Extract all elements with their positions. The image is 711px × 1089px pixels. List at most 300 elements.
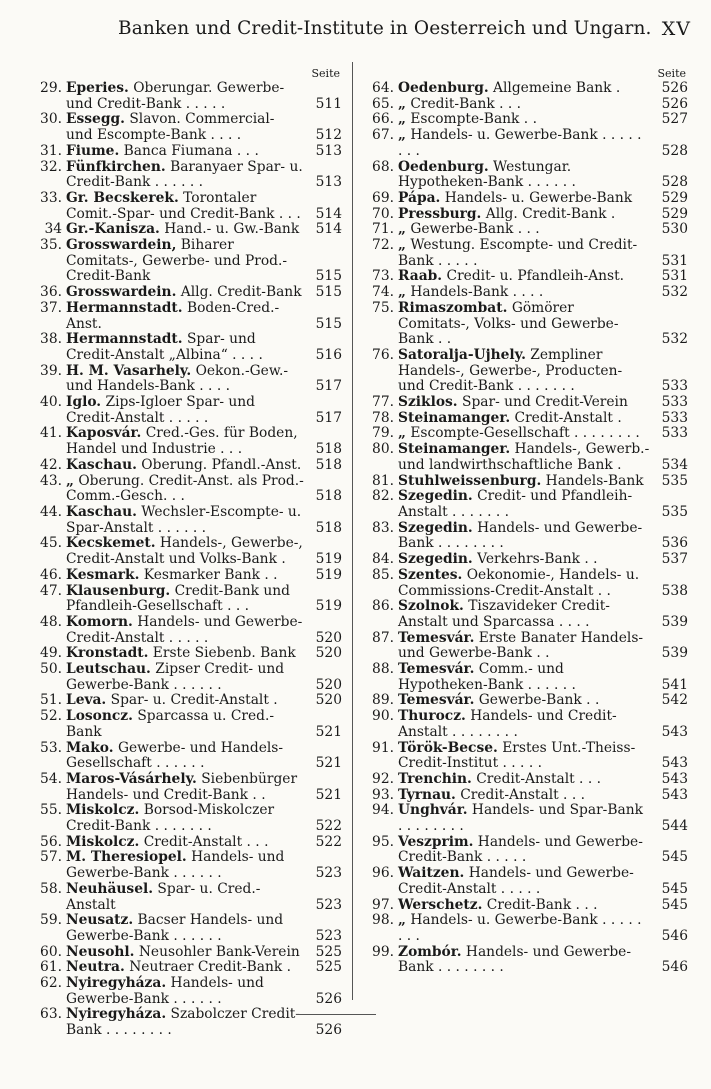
entry-description: Credit-Anstalt . . .	[143, 833, 269, 850]
index-entry	[364, 442, 688, 473]
entry-page: 533	[661, 378, 688, 395]
entry-city: Török-Becse.	[398, 739, 498, 756]
entry-city: Komorn.	[66, 613, 133, 630]
entry-text	[66, 332, 304, 363]
entry-city: Tyrnau.	[398, 786, 456, 803]
entry-number: 56.	[40, 833, 62, 850]
index-entry	[32, 693, 342, 709]
entry-text	[66, 945, 304, 961]
entry-city: Kaschau.	[66, 503, 137, 520]
entry-description: Spar- und Credit-Verein	[462, 394, 628, 411]
entry-page: 535	[661, 503, 688, 520]
index-entry	[32, 741, 342, 772]
index-entry	[364, 803, 688, 834]
entry-city: Kecskemet.	[66, 535, 156, 552]
entry-city: Gr. Becskerek.	[66, 189, 179, 206]
entry-page: 514	[315, 221, 342, 238]
entry-description: Credit- und Pfandleih-Anstalt . . . . . . .	[398, 488, 633, 520]
index-entry	[32, 882, 342, 913]
entry-description: Comm.- und Hypotheken-Bank . . . . . .	[398, 661, 576, 693]
entry-text	[66, 81, 304, 112]
index-entry	[364, 709, 688, 740]
entry-number: 81.	[372, 472, 394, 489]
index-entry	[364, 207, 688, 223]
entry-description: Boden-Cred.-Anst.	[66, 299, 280, 332]
entry-city: Mako.	[66, 739, 114, 756]
entry-text	[398, 301, 650, 348]
entry-description: Siebenbürger Handels- und Credit-Bank . .	[66, 770, 298, 803]
index-entry	[32, 646, 342, 662]
entry-number: 41.	[40, 425, 62, 442]
entry-description: Gewerbe- und Handels-Gesellschaft . . . . . .	[66, 739, 284, 772]
entry-text	[66, 693, 304, 709]
entry-number: 76.	[372, 346, 394, 363]
entry-page: 523	[315, 865, 342, 882]
entry-text	[66, 1007, 304, 1038]
entry-city: Szolnok.	[398, 598, 464, 615]
entry-number: 52.	[40, 708, 62, 725]
entry-description: Credit-Anstalt .	[514, 409, 622, 426]
entry-city: Essegg.	[66, 111, 125, 128]
index-entry	[364, 269, 688, 285]
entry-number: 88.	[372, 661, 394, 678]
entry-page: 511	[315, 95, 342, 112]
entry-city: „	[398, 284, 406, 301]
entry-page: 514	[315, 205, 342, 222]
entry-page: 529	[661, 205, 688, 222]
entry-description: Szabolczer Credit-Bank . . . . . . . .	[66, 1006, 300, 1039]
entry-number: 49.	[40, 645, 62, 662]
entry-text	[398, 128, 650, 159]
index-entry	[364, 552, 688, 568]
entry-description: Cred.-Ges. für Boden, Handel und Industrie . . .	[66, 425, 298, 458]
entry-description: Credit-Bank und Pfandleih-Gesellschaft . . .	[66, 582, 290, 615]
entry-city: Kaschau.	[66, 456, 137, 473]
entry-text	[398, 285, 650, 301]
entry-page: 536	[661, 535, 688, 552]
index-entry	[364, 898, 688, 914]
entry-number: 46.	[40, 566, 62, 583]
column-divider	[352, 62, 353, 1000]
index-entry	[364, 348, 688, 395]
index-entry	[32, 395, 342, 426]
entry-description: Westung. Escompte- und Credit-Bank . . . . .	[398, 237, 638, 269]
entry-text	[398, 411, 650, 427]
entry-number: 42.	[40, 456, 62, 473]
entry-text	[66, 395, 304, 426]
entry-text	[66, 285, 304, 301]
entry-text	[66, 568, 304, 584]
entry-page: 521	[315, 786, 342, 803]
entry-number: 50.	[40, 661, 62, 678]
entry-city: Veszprim.	[398, 833, 474, 850]
entry-city: Miskolcz.	[66, 833, 140, 850]
entry-city: Steinamanger.	[398, 409, 511, 426]
entry-description: Bacser Handels- und Gewerbe-Bank . . . . . .	[66, 912, 284, 944]
index-entry	[364, 222, 688, 238]
entry-description: Hand.- u. Gw.-Bank	[164, 221, 300, 238]
entry-page: 518	[315, 456, 342, 473]
entry-city: Oedenburg.	[398, 158, 489, 175]
entry-number: 63.	[40, 1006, 62, 1023]
entry-description: Spar- u. Cred.-Anstalt	[66, 880, 261, 913]
entry-text	[398, 474, 650, 490]
entry-text	[66, 160, 304, 191]
entry-page: 518	[315, 441, 342, 458]
entry-number: 36.	[40, 284, 62, 301]
entry-text	[398, 191, 650, 207]
entry-city: Stuhlweissenburg.	[398, 472, 542, 489]
entry-text	[66, 772, 304, 803]
entry-number: 30.	[40, 111, 62, 128]
entry-number: 94.	[372, 802, 394, 819]
entry-text	[398, 709, 650, 740]
entry-number: 87.	[372, 629, 394, 646]
entry-city: Neutra.	[66, 959, 125, 976]
entry-city: Nyiregyháza.	[66, 975, 167, 992]
entry-page: 531	[661, 252, 688, 269]
index-entry	[364, 693, 688, 709]
page-title: Banken und Credit-Institute in Oesterreich und Ungarn.	[118, 18, 652, 39]
entry-number: 99.	[372, 943, 394, 960]
entry-page: 517	[315, 409, 342, 426]
entry-text	[66, 536, 304, 567]
index-entry	[364, 411, 688, 427]
entry-page: 533	[661, 394, 688, 411]
entry-description: Handels-Bank . . . .	[410, 284, 544, 301]
entry-city: „	[398, 237, 406, 254]
entry-page: 521	[315, 723, 342, 740]
entry-page: 538	[661, 582, 688, 599]
entry-city: Satoralja-Ujhely.	[398, 346, 526, 363]
entry-description: Handels- u. Gewerbe-Bank . . . . . . . .	[398, 127, 642, 159]
entry-number: 55.	[40, 802, 62, 819]
entry-text	[66, 222, 304, 238]
index-entry	[32, 709, 342, 740]
entry-number: 83.	[372, 519, 394, 536]
entry-description: Spar- u. Credit-Anstalt .	[110, 692, 278, 709]
entry-city: M. Theresiopel.	[66, 849, 187, 866]
entry-number: 96.	[372, 865, 394, 882]
entry-text	[398, 898, 650, 914]
entry-page: 543	[661, 786, 688, 803]
entry-number: 48.	[40, 613, 62, 630]
entry-description: Escompte-Gesellschaft . . . . . . . .	[410, 425, 640, 442]
entry-number: 51.	[40, 692, 62, 709]
entry-page: 530	[661, 221, 688, 238]
entry-city: Leva.	[66, 692, 107, 709]
entry-description: Kesmarker Bank . .	[143, 566, 278, 583]
index-entry	[364, 426, 688, 442]
entry-page: 545	[661, 896, 688, 913]
entry-text	[66, 238, 304, 285]
entry-text	[66, 882, 304, 913]
entry-text	[398, 662, 650, 693]
index-entry	[364, 489, 688, 520]
entry-page: 520	[315, 645, 342, 662]
index-entry	[32, 332, 342, 363]
entry-description: Handels-, Gewerb.- und landwirthschaftliche Bank .	[398, 441, 650, 473]
entry-description: Oekonomie-, Handels- u. Commissions-Credit-Anstalt . .	[398, 566, 640, 599]
entry-description: Handels-, Gewerbe-, Credit-Anstalt und Volks-Bank .	[66, 535, 303, 568]
index-entry	[32, 803, 342, 834]
entry-number: 68.	[372, 158, 394, 175]
entry-number: 62.	[40, 975, 62, 992]
index-entry	[32, 584, 342, 615]
index-entry	[364, 835, 688, 866]
entry-description: Gömörer Comitats-, Volks- und Gewerbe-Bank . .	[398, 299, 619, 348]
entry-page: 543	[661, 723, 688, 740]
entry-text	[398, 238, 650, 269]
entry-number: 57.	[40, 849, 62, 866]
entry-city: Steinamanger.	[398, 441, 511, 458]
index-entry	[364, 81, 688, 97]
entry-page: 526	[315, 990, 342, 1007]
index-entry	[32, 222, 342, 238]
entry-number: 61.	[40, 959, 62, 976]
index-entry	[32, 238, 342, 285]
entry-city: Unghvár.	[398, 802, 468, 819]
entry-number: 29.	[40, 80, 62, 96]
entry-number: 75.	[372, 299, 394, 316]
entry-description: Oberung. Pfandl.-Anst.	[141, 456, 302, 473]
entry-city: Eperies.	[66, 80, 129, 96]
entry-description: Handels- und Gewerbe-Credit-Bank . . . . .	[398, 833, 643, 866]
entry-description: Handels- und Gewerbe-Credit-Anstalt . . . . .	[398, 865, 634, 897]
entry-number: 35.	[40, 237, 62, 254]
entry-page: 526	[315, 1022, 342, 1039]
entry-number: 70.	[372, 205, 394, 222]
index-entry	[364, 474, 688, 490]
entry-number: 98.	[372, 912, 394, 929]
entry-page: 512	[315, 127, 342, 144]
entry-description: Handels- und Spar-Bank . . . . . . . .	[398, 802, 643, 835]
entry-number: 53.	[40, 739, 62, 756]
index-entry	[364, 599, 688, 630]
index-entry	[364, 128, 688, 159]
entry-city: Raab.	[398, 268, 443, 285]
index-entry	[32, 364, 342, 395]
entry-page: 515	[315, 284, 342, 301]
entry-description: Handels- und Gewerbe-Bank . . . . . . . .	[398, 519, 643, 552]
entry-number: 92.	[372, 770, 394, 787]
index-entry	[364, 395, 688, 411]
entry-page: 522	[315, 833, 342, 850]
entry-number: 31.	[40, 142, 62, 159]
entry-city: Hermannstadt.	[66, 299, 183, 316]
entry-text	[398, 395, 650, 411]
index-entry	[364, 741, 688, 772]
index-entry	[32, 112, 342, 143]
entry-page: 519	[315, 566, 342, 583]
index-entry	[32, 144, 342, 160]
entry-page: 546	[661, 927, 688, 944]
index-entry	[32, 458, 342, 474]
entry-description: Escompte-Bank . .	[410, 111, 537, 128]
entry-description: Allgemeine Bank .	[493, 80, 621, 96]
entry-page: 543	[661, 770, 688, 787]
index-entry	[32, 1007, 342, 1038]
entry-description: Handels-Bank	[545, 472, 644, 489]
entry-text	[398, 112, 650, 128]
entry-page: 539	[661, 645, 688, 662]
entry-description: Handels- und Gewerbe-Bank . . . . . .	[66, 975, 264, 1007]
entry-number: 33.	[40, 189, 62, 206]
entry-city: Szegedin.	[398, 519, 473, 536]
entry-city: Nyiregyháza.	[66, 1006, 167, 1023]
entry-city: Fiume.	[66, 142, 120, 159]
index-entry	[32, 191, 342, 222]
entry-page: 531	[661, 268, 688, 285]
entry-city: Szegedin.	[398, 551, 473, 568]
entry-city: Pressburg.	[398, 205, 482, 222]
entry-city: Losoncz.	[66, 708, 133, 725]
entry-description: Biharer Comitats-, Gewerbe- und Prod.-Credit-Bank	[66, 237, 288, 285]
entry-description: Neutraer Credit-Bank .	[129, 959, 291, 976]
entry-text	[398, 426, 650, 442]
entry-number: 65.	[372, 95, 394, 112]
entry-description: Credit-Bank . . .	[410, 95, 522, 112]
index-entry	[364, 662, 688, 693]
entry-city: „	[398, 127, 406, 144]
entry-page: 523	[315, 896, 342, 913]
index-entry	[364, 772, 688, 788]
index-entry	[32, 301, 342, 332]
footer-rule	[296, 1014, 376, 1015]
entry-number: 40.	[40, 394, 62, 411]
entry-text	[66, 364, 304, 395]
index-entry	[364, 285, 688, 301]
entry-description: Credit- u. Pfandleih-Anst.	[446, 268, 625, 285]
entry-text	[398, 866, 650, 897]
entry-number: 85.	[372, 566, 394, 583]
entry-number: 34	[44, 221, 62, 238]
right-entry-list	[364, 81, 688, 976]
entry-description: Erste Siebenb. Bank	[152, 645, 296, 662]
entry-number: 90.	[372, 708, 394, 725]
left-column	[32, 66, 342, 1039]
seite-label: Seite	[311, 67, 340, 80]
entry-description: Borsod-Miskolczer Credit-Bank . . . . . . .	[66, 802, 275, 835]
entry-text	[398, 269, 650, 285]
entry-description: Allg. Credit-Bank	[180, 284, 302, 301]
entry-page: 533	[661, 425, 688, 442]
index-entry	[364, 866, 688, 897]
entry-page: 542	[661, 692, 688, 709]
entry-city: „	[66, 472, 74, 489]
entry-page: 529	[661, 189, 688, 206]
index-entry	[364, 788, 688, 804]
entry-page: 518	[315, 519, 342, 536]
index-entry	[364, 945, 688, 976]
entry-description: Handels- und Credit-Anstalt . . . . . . . .	[398, 708, 617, 740]
entry-text	[398, 945, 650, 976]
entry-number: 86.	[372, 598, 394, 615]
entry-text	[398, 160, 650, 191]
entry-page: 517	[315, 378, 342, 395]
entry-text	[66, 646, 304, 662]
entry-city: Temesvár.	[398, 661, 475, 678]
entry-description: Zempliner Handels-, Gewerbe-, Producten- und Credit-Bank . . . . . . .	[398, 346, 623, 395]
entry-number: 32.	[40, 158, 62, 175]
entry-text	[66, 112, 304, 143]
index-entry	[32, 850, 342, 881]
index-entry	[32, 835, 342, 851]
entry-city: Kaposvár.	[66, 425, 142, 442]
index-entry	[32, 913, 342, 944]
entry-city: Hermannstadt.	[66, 331, 183, 348]
entry-city: „	[398, 95, 406, 112]
entry-text	[66, 584, 304, 615]
entry-description: Oekon.-Gew.- und Handels-Bank . . . .	[66, 362, 289, 395]
entry-page: 515	[315, 268, 342, 285]
entry-text	[398, 568, 650, 599]
entry-city: „	[398, 221, 406, 238]
entry-page: 526	[661, 95, 688, 112]
entry-page: 519	[315, 598, 342, 615]
entry-text	[66, 301, 304, 332]
entry-page: 533	[661, 409, 688, 426]
entry-text	[398, 599, 650, 630]
entry-description: Handels- und Gewerbe-Bank . . . . . . . .	[398, 943, 632, 976]
entry-city: Klausenburg.	[66, 582, 171, 599]
entry-description: Torontaler Comit.-Spar- und Credit-Bank . . .	[66, 189, 301, 222]
entry-city: Miskolcz.	[66, 802, 140, 819]
entry-description: Sparcassa u. Cred.-Bank	[66, 708, 275, 740]
entry-city: Szentes.	[398, 566, 463, 583]
entry-description: Tiszavideker Credit-Anstalt und Sparcassa . . . .	[398, 598, 610, 630]
entry-page: 525	[315, 943, 342, 960]
entry-city: Neusatz.	[66, 912, 134, 929]
entry-page: 535	[661, 472, 688, 489]
entry-city: Iglo.	[66, 394, 102, 411]
page-number: XV	[661, 18, 691, 40]
entry-number: 38.	[40, 331, 62, 348]
entry-text	[398, 81, 650, 97]
index-entry	[364, 112, 688, 128]
entry-city: Neuhäusel.	[66, 880, 154, 897]
entry-text	[66, 976, 304, 1007]
entry-text	[66, 960, 304, 976]
entry-city: Temesvár.	[398, 629, 475, 646]
entry-city: Werschetz.	[398, 896, 483, 913]
entry-city: Szegedin.	[398, 488, 473, 505]
entry-text	[398, 913, 650, 944]
entry-page: 532	[661, 284, 688, 301]
index-entry	[364, 191, 688, 207]
entry-city: Maros-Vásárhely.	[66, 770, 197, 787]
entry-number: 58.	[40, 880, 62, 897]
entry-description: Slavon. Commercial- und Escompte-Bank . . . .	[66, 111, 275, 144]
entry-city: Temesvár.	[398, 692, 475, 709]
entry-text	[398, 772, 650, 788]
entry-number: 54.	[40, 770, 62, 787]
entry-number: 39.	[40, 362, 62, 379]
entry-page: 539	[661, 613, 688, 630]
index-entry	[364, 521, 688, 552]
entry-number: 37.	[40, 299, 62, 316]
entry-description: Gewerbe-Bank . .	[478, 692, 600, 709]
entry-city: Waitzen.	[398, 865, 465, 882]
entry-description: Credit-Bank . . .	[486, 896, 598, 913]
entry-number: 60.	[40, 943, 62, 960]
entry-page: 515	[315, 315, 342, 332]
entry-description: Westungar. Hypotheken-Bank . . . . . .	[398, 158, 576, 191]
entry-description: Zips-Igloer Spar- und Credit-Anstalt . . . . .	[66, 394, 255, 426]
entry-page: 545	[661, 880, 688, 897]
index-entry	[32, 160, 342, 191]
entry-city: Grosswardein.	[66, 284, 177, 301]
